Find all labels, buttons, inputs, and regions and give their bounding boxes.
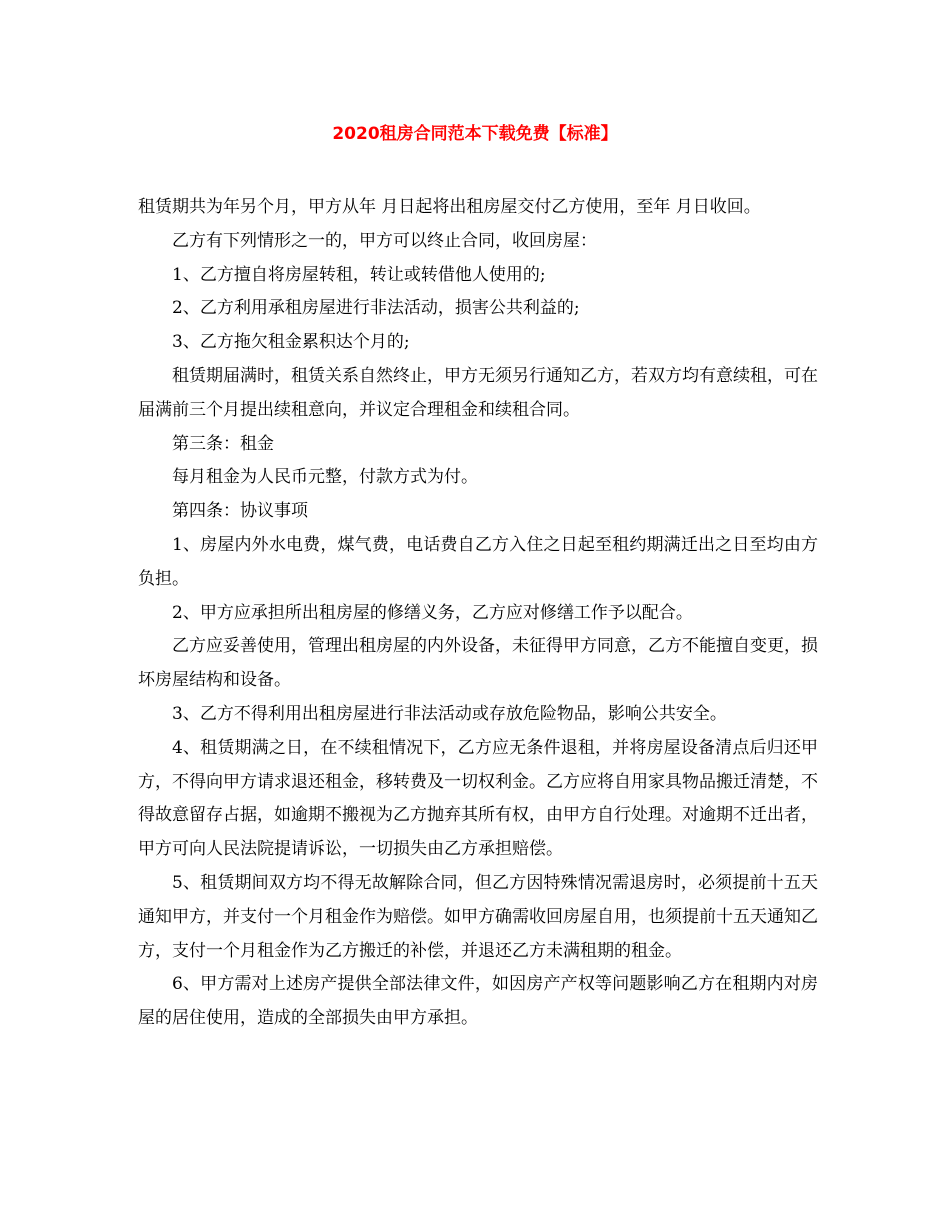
section-heading: 第四条：协议事项 (172, 501, 308, 522)
paragraph: 2、甲方应承担所出租房屋的修缮义务，乙方应对修缮工作予以配合。 (172, 602, 693, 623)
paragraph: 乙方应妥善使用，管理出租房屋的内外设备，未征得甲方同意，乙方不能擅自变更，损坏房屋结构和设备。 (138, 636, 818, 691)
paragraph: 每月租金为人民币元整，付款方式为付。 (172, 467, 478, 488)
paragraph: 6、甲方需对上述房产提供全部法律文件，如因房产产权等问题影响乙方在租期内对房屋的居住使用，造成的全部损失由甲方承担。 (138, 974, 818, 1029)
paragraph: 3、乙方拖欠租金累积达个月的; (172, 332, 410, 353)
paragraph: 1、乙方擅自将房屋转租，转让或转借他人使用的; (172, 264, 546, 285)
paragraph: 4、租赁期满之日，在不续租情况下，乙方应无条件退租，并将房屋设备清点后归还甲方，不得向甲方请求退还租金，移转费及一切权利金。乙方应将自用家具物品搬迁清楚，不得故意留存占据，如逾期不搬视为乙方抛弃其所有权，由甲方自行处理。对逾期不迁出者，甲方可向人民法院提请诉讼，一切损失由乙方承担赔偿。 (138, 737, 818, 860)
document-body (138, 191, 818, 1036)
paragraph: 5、租赁期间双方均不得无故解除合同，但乙方因特殊情况需退房时，必须提前十五天通知甲方，并支付一个月租金作为赔偿。如甲方确需收回房屋自用，也须提前十五天通知乙方，支付一个月租金作为乙方搬迁的补偿，并退还乙方未满租期的租金。 (138, 872, 818, 961)
paragraph: 1、房屋内外水电费，煤气费，电话费自乙方入住之日起至租约期满迁出之日至均由方负担。 (138, 534, 818, 589)
paragraph: 租赁期共为年另个月，甲方从年 月日起将出租房屋交付乙方使用，至年 月日收回。 (138, 197, 761, 217)
paragraph: 租赁期届满时，租赁关系自然终止，甲方无须另行通知乙方，若双方均有意续租，可在届满前三个月提出续租意向，并议定合理租金和续租合同。 (138, 365, 818, 420)
section-heading: 第三条：租金 (172, 433, 274, 454)
paragraph: 乙方有下列情形之一的，甲方可以终止合同，收回房屋： (172, 230, 597, 251)
document-title: 2020租房合同范本下载免费【标准】 (332, 124, 618, 144)
paragraph: 3、乙方不得利用出租房屋进行非法活动或存放危险物品，影响公共安全。 (172, 703, 727, 724)
paragraph: 2、乙方利用承租房屋进行非法活动，损害公共利益的; (172, 298, 580, 319)
